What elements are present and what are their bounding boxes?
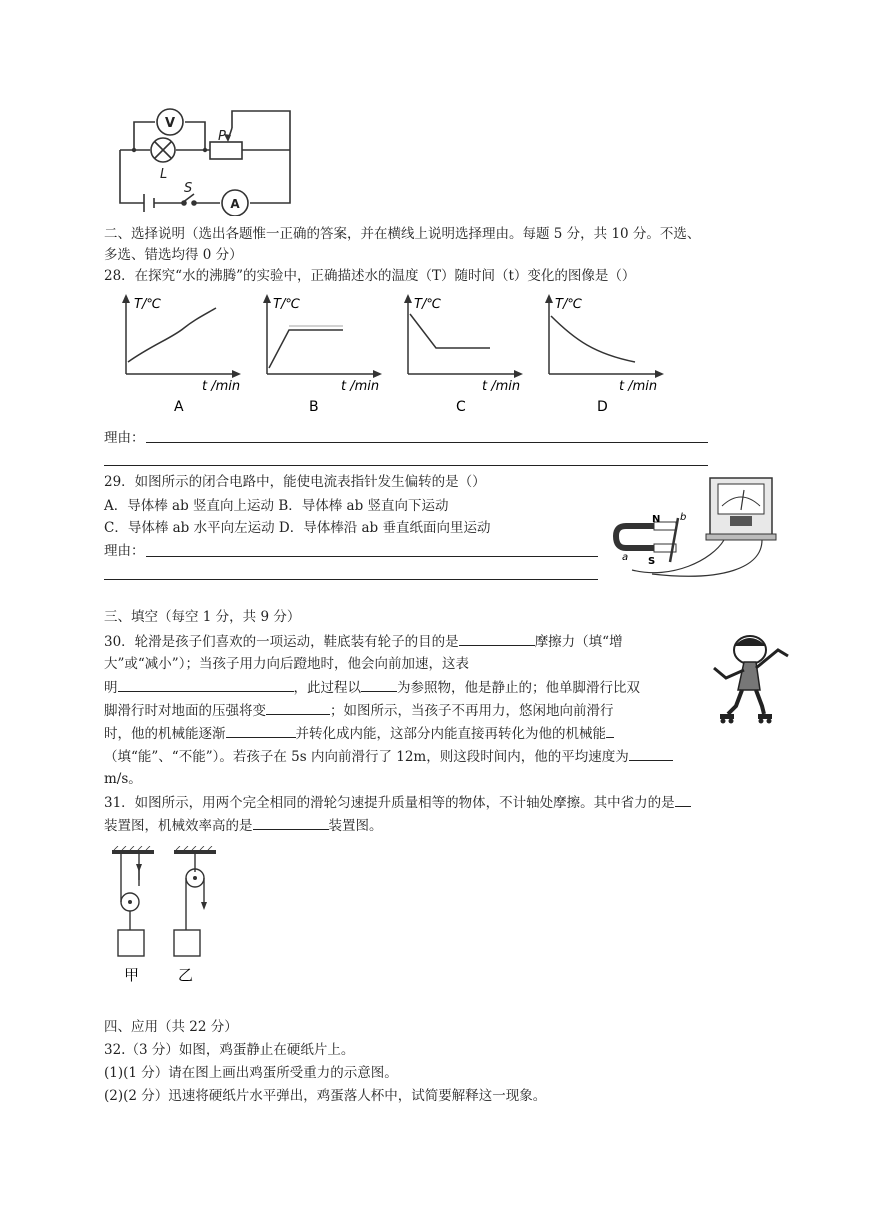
q30-blank-3[interactable] — [361, 677, 397, 692]
magnet-s-label: S — [648, 556, 656, 567]
q30-line3c: 为参照物，他是静止的；他单脚滑行比双 — [397, 680, 640, 696]
q30-line5a: 时，他的机械能逐渐 — [104, 726, 226, 742]
section2-heading-line2: 多选、错选均得 0 分） — [104, 247, 243, 263]
q30-line6a: （填“能”、“不能”）。若孩子在 5s 内向前滑行了 12m，则这段时间内，他的平均速度为 — [104, 749, 629, 765]
q28-graph-d — [535, 290, 670, 415]
q28-graph-b — [253, 290, 388, 415]
lamp-label: L — [160, 167, 168, 182]
q31-line2b: 装置图。 — [328, 818, 383, 834]
q30-line1 — [104, 631, 623, 652]
q29-reason-label: 理由： — [104, 543, 145, 559]
q32-part2: (2)(2 分）迅速将硬纸片水平弹出，鸡蛋落人杯中，试简要解释这一现象。 — [104, 1088, 547, 1104]
q29-options-ab: A．导体棒 ab 竖直向上运动 B．导体棒 ab 竖直向下运动 — [104, 498, 449, 514]
q31-blank-2[interactable] — [253, 815, 329, 830]
pulley-yi-label: 乙 — [178, 966, 194, 984]
q28-c-ylabel: T/℃ — [414, 297, 441, 312]
q30-line4 — [104, 700, 614, 721]
section2-heading-line1: 二、选择说明（选出各题惟一正确的答案，并在横线上说明选择理由。每题 5 分，共 10 分。不选、 — [104, 226, 701, 242]
q28-reason-blank-1[interactable] — [146, 442, 708, 443]
q30-line4b: ；如图所示，当孩子不再用力，悠闲地向前滑行 — [330, 703, 614, 719]
q28-c-xlabel: t /min — [482, 379, 521, 394]
q28-a-xlabel: t /min — [202, 379, 241, 394]
q29-text: 29．如图所示的闭合电路中，能使电流表指针发生偏转的是（） — [104, 474, 486, 490]
q28-d-xlabel: t /min — [619, 379, 658, 394]
q28-a-letter: A — [174, 399, 184, 415]
q30-blank-5[interactable] — [226, 723, 296, 738]
pulley-figure — [104, 846, 226, 986]
q29-reason-blank-2[interactable] — [104, 579, 598, 580]
q30-blank-1[interactable] — [459, 631, 535, 646]
q28-d-letter: D — [597, 399, 608, 415]
q30-blank-2[interactable] — [118, 677, 294, 692]
q28-graph-a — [112, 290, 247, 415]
slider-label: P — [218, 129, 226, 144]
q30-line3 — [104, 677, 640, 698]
q30-line2: 大”或“减小”）；当孩子用力向后蹬地时，他会向前加速，这表 — [104, 656, 469, 672]
q30-blank-6[interactable] — [606, 723, 614, 738]
q28-reason-blank-2[interactable] — [104, 465, 708, 466]
q28-b-ylabel: T/℃ — [273, 297, 300, 312]
q32-text: 32.（3 分）如图，鸡蛋静止在硬纸片上。 — [104, 1042, 355, 1058]
q29-reason-blank-1[interactable] — [146, 556, 598, 557]
q28-b-letter: B — [309, 399, 319, 415]
q30-line6 — [104, 746, 673, 767]
q31-line2a: 装置图，机械效率高的是 — [104, 818, 253, 834]
switch-label: S — [184, 181, 193, 196]
q28-text: 28．在探究“水的沸腾”的实验中，正确描述水的温度（T）随时间（t）变化的图像是（） — [104, 268, 636, 284]
rod-a-label: a — [622, 552, 629, 563]
q32-part1: (1)(1 分）请在图上画出鸡蛋所受重力的示意图。 — [104, 1065, 398, 1081]
q30-blank-7[interactable] — [629, 746, 673, 761]
q30-blank-4[interactable] — [266, 700, 330, 715]
q31-line1 — [104, 792, 691, 813]
q30-line7: m/s。 — [104, 771, 142, 787]
rod-b-label: b — [680, 512, 687, 523]
q30-line4a: 脚滑行时对地面的压强将变 — [104, 703, 266, 719]
q31-blank-1[interactable] — [675, 792, 691, 807]
q28-a-ylabel: T/℃ — [134, 297, 161, 312]
q28-c-letter: C — [456, 399, 466, 415]
q28-b-xlabel: t /min — [341, 379, 380, 394]
q31-line1-text: 31．如图所示，用两个完全相同的滑轮匀速提升质量相等的物体，不计轴处摩擦。其中省力的是 — [104, 795, 675, 811]
ammeter-label: A — [230, 197, 240, 211]
q30-line3a: 明 — [104, 680, 118, 696]
skater-figure — [704, 628, 794, 726]
q28-d-ylabel: T/℃ — [555, 297, 582, 312]
magnet-n-label: N — [652, 514, 661, 525]
q28-graph-c — [394, 290, 529, 415]
circuit-diagram — [110, 98, 300, 216]
voltmeter-label: V — [164, 116, 176, 131]
q28-reason-label: 理由： — [104, 430, 145, 446]
section3-heading: 三、填空（每空 1 分，共 9 分） — [104, 609, 301, 625]
q30-line5 — [104, 723, 614, 744]
q29-figure — [612, 470, 792, 590]
q30-line1b: 摩擦力（填“增 — [534, 634, 623, 650]
q31-line2 — [104, 815, 383, 836]
q30-line3b: ，此过程以 — [293, 680, 361, 696]
q30-line1a: 30．轮滑是孩子们喜欢的一项运动，鞋底装有轮子的目的是 — [104, 634, 459, 650]
section4-heading: 四、应用（共 22 分） — [104, 1019, 238, 1035]
pulley-jia-label: 甲 — [124, 966, 140, 984]
q29-options-cd: C．导体棒 ab 水平向左运动 D．导体棒沿 ab 垂直纸面向里运动 — [104, 520, 491, 536]
q30-line5b: 并转化成内能，这部分内能直接再转化为他的机械能 — [295, 726, 606, 742]
